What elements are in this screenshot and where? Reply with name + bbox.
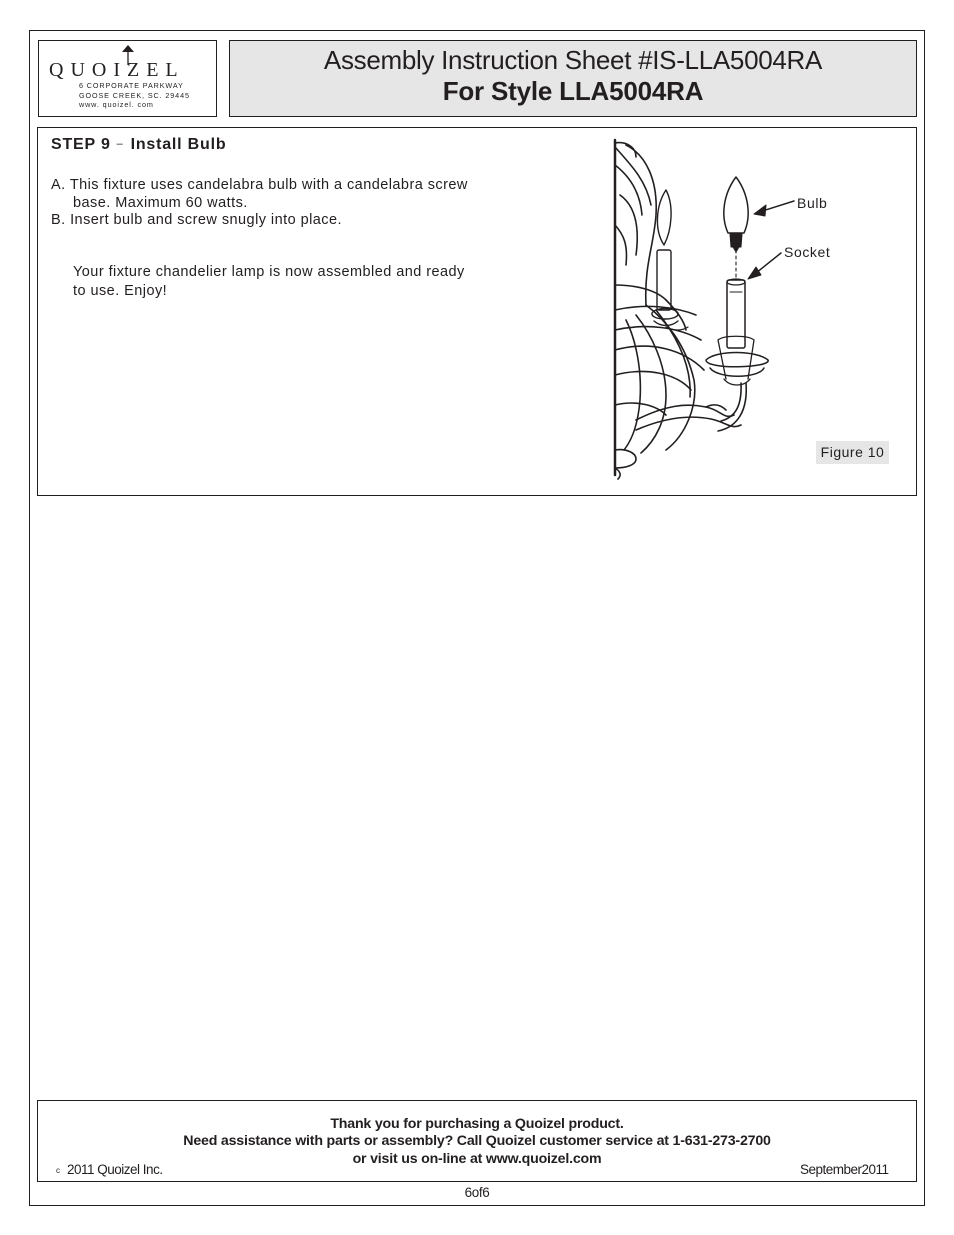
copyright-symbol: c (56, 1166, 60, 1175)
chandelier-illustration (606, 135, 906, 480)
footer-assistance: Need assistance with parts or assembly? Call Quoizel customer service at 1-631-273-2700 (183, 1133, 771, 1149)
instruction-a-line-2: base. Maximum 60 watts. (73, 195, 248, 211)
address-line-1: 6 CORPORATE PARKWAY (79, 81, 184, 90)
instruction-a-line-1: A. This fixture uses candelabra bulb with a candelabra screw (51, 177, 468, 193)
page-number: 6of6 (464, 1185, 490, 1200)
figure-caption: Figure 10 (816, 441, 889, 464)
footer-thanks: Thank you for purchasing a Quoizel product. (330, 1116, 624, 1132)
footer-date: September2011 (800, 1162, 889, 1177)
copyright-text: 2011 Quoizel Inc. (67, 1162, 163, 1177)
company-logo: QUOIZEL (49, 59, 185, 81)
step-number: STEP 9 (51, 136, 111, 153)
lamp-logo-icon (121, 44, 135, 66)
step-heading (51, 136, 226, 154)
footer-visit: or visit us on-line at www.quoizel.com (352, 1151, 602, 1167)
document-title: Assembly Instruction Sheet #IS-LLA5004RA (323, 45, 823, 75)
step-name: Install Bulb (130, 136, 227, 153)
socket-label: Socket (784, 244, 831, 260)
closing-line-1: Your fixture chandelier lamp is now assembled and ready (73, 264, 465, 280)
closing-line-2: to use. Enjoy! (73, 283, 168, 299)
address-line-2: GOOSE CREEK, SC. 29445 (79, 91, 190, 100)
document-subtitle: For Style LLA5004RA (442, 76, 704, 106)
step-separator: – (116, 138, 124, 150)
bulb-label: Bulb (797, 195, 828, 211)
instruction-b: B. Insert bulb and screw snugly into place. (51, 212, 342, 228)
website-line: www. quoizel. com (79, 100, 154, 109)
